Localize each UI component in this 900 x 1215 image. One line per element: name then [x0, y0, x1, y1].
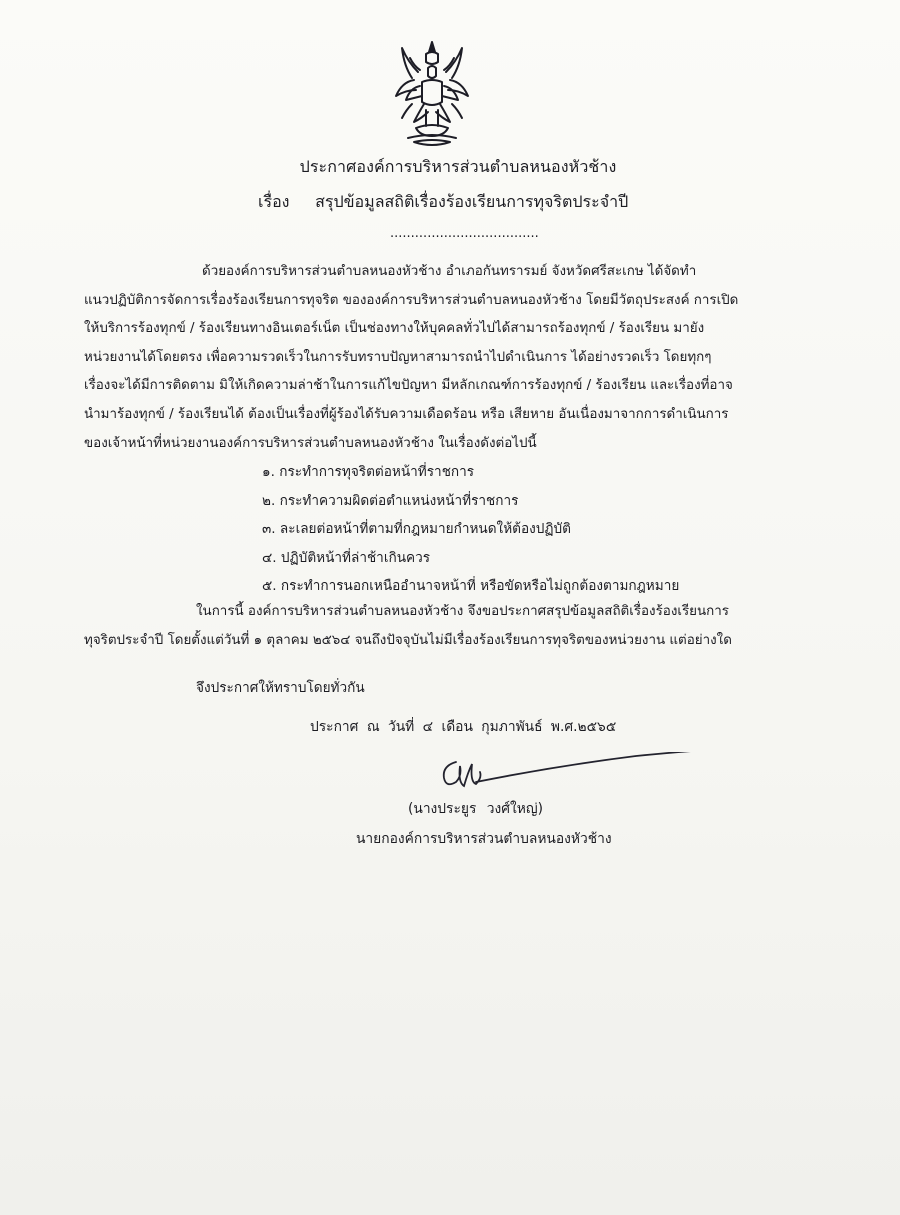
conclusion-line: ในการนี้ องค์การบริหารส่วนตำบลหนองหัวช้าง จึงขอประกาศสรุปข้อมูลสถิติเรื่องร้องเรียนการ [196, 604, 729, 619]
list-item: ๓. ละเลยต่อหน้าที่ตามที่กฎหมายกำหนดให้ต้องปฏิบัติ [262, 521, 571, 538]
announcement-title: ประกาศองค์การบริหารส่วนตำบลหนองหัวช้าง [299, 157, 617, 176]
intro-line: ของเจ้าหน้าที่หน่วยงานองค์การบริหารส่วนตำบลหนองหัวช้าง ในเรื่องดังต่อไปนี้ [84, 435, 537, 451]
list-item: ๕. กระทำการนอกเหนืออำนาจหน้าที่ หรือขัดหรือไม่ถูกต้องตามกฎหมาย [262, 578, 680, 595]
intro-line: ให้บริการร้องทุกข์ / ร้องเรียนทางอินเตอร์เน็ต เป็นช่องทางให้บุคคลทั่วไปได้สามารถร้องทุกข์ / ร้องเรียน มายัง [84, 321, 705, 337]
conclusion-line: ทุจริตประจำปี โดยตั้งแต่วันที่ ๑ ตุลาคม ๒๕๖๔ จนถึงปัจจุบันไม่มีเรื่องร้องเรียนการทุจริตของหน่วยงาน แต่อย่างใด [84, 632, 732, 648]
list-item: ๔. ปฏิบัติหน้าที่ล่าช้าเกินควร [262, 549, 431, 566]
subject-text: สรุปข้อมูลสถิติเรื่องร้องเรียนการทุจริตประจำปี [315, 192, 629, 211]
title-divider: .................................... [390, 226, 539, 241]
closing-statement: จึงประกาศให้ทราบโดยทั่วกัน [196, 680, 365, 696]
garuda-emblem-icon [392, 38, 472, 150]
list-item: ๒. กระทำความผิดต่อตำแหน่งหน้าที่ราชการ [262, 492, 519, 509]
subject-label: เรื่อง [258, 192, 290, 211]
intro-line: นำมาร้องทุกข์ / ร้องเรียนได้ ต้องเป็นเรื่องที่ผู้ร้องได้รับความเดือดร้อน หรือ เสียหาย อันเนื่องมาจากการดำเนินการ [84, 406, 729, 422]
intro-line: แนวปฏิบัติการจัดการเรื่องร้องเรียนการทุจริต ขององค์การบริหารส่วนตำบลหนองหัวช้าง โดยมีวัตถุประสงค์ การเปิด [84, 292, 739, 308]
handwritten-signature [436, 752, 736, 802]
intro-line: หน่วยงานได้โดยตรง เพื่อความรวดเร็วในการรับทราบปัญหาสามารถนำไปดำเนินการ ได้อย่างรวดเร็ว โดยทุกๆ [84, 349, 712, 365]
signer-name: (นางประยูร วงศ์ใหญ่) [408, 801, 543, 817]
complaint-types-list [262, 458, 679, 601]
conclusion-paragraph [84, 598, 732, 655]
subject-line [258, 190, 628, 215]
intro-paragraph [84, 258, 738, 458]
signer-title: นายกองค์การบริหารส่วนตำบลหนองหัวช้าง [356, 831, 612, 847]
announcement-date: ประกาศ ณ วันที่ ๔ เดือน กุมภาพันธ์ พ.ศ.๒๕๖๕ [310, 719, 617, 735]
intro-line: ด้วยองค์การบริหารส่วนตำบลหนองหัวช้าง อำเภอกันทรารมย์ จังหวัดศรีสะเกษ ได้จัดทำ [202, 264, 697, 279]
list-item: ๑. กระทำการทุจริตต่อหน้าที่ราชการ [262, 464, 475, 480]
intro-line: เรื่องจะได้มีการติดตาม มิให้เกิดความล่าช้าในการแก้ไขปัญหา มีหลักเกณฑ์การร้องทุกข์ / ร้องเรียน และเรื่องที่อาจ [84, 378, 733, 394]
